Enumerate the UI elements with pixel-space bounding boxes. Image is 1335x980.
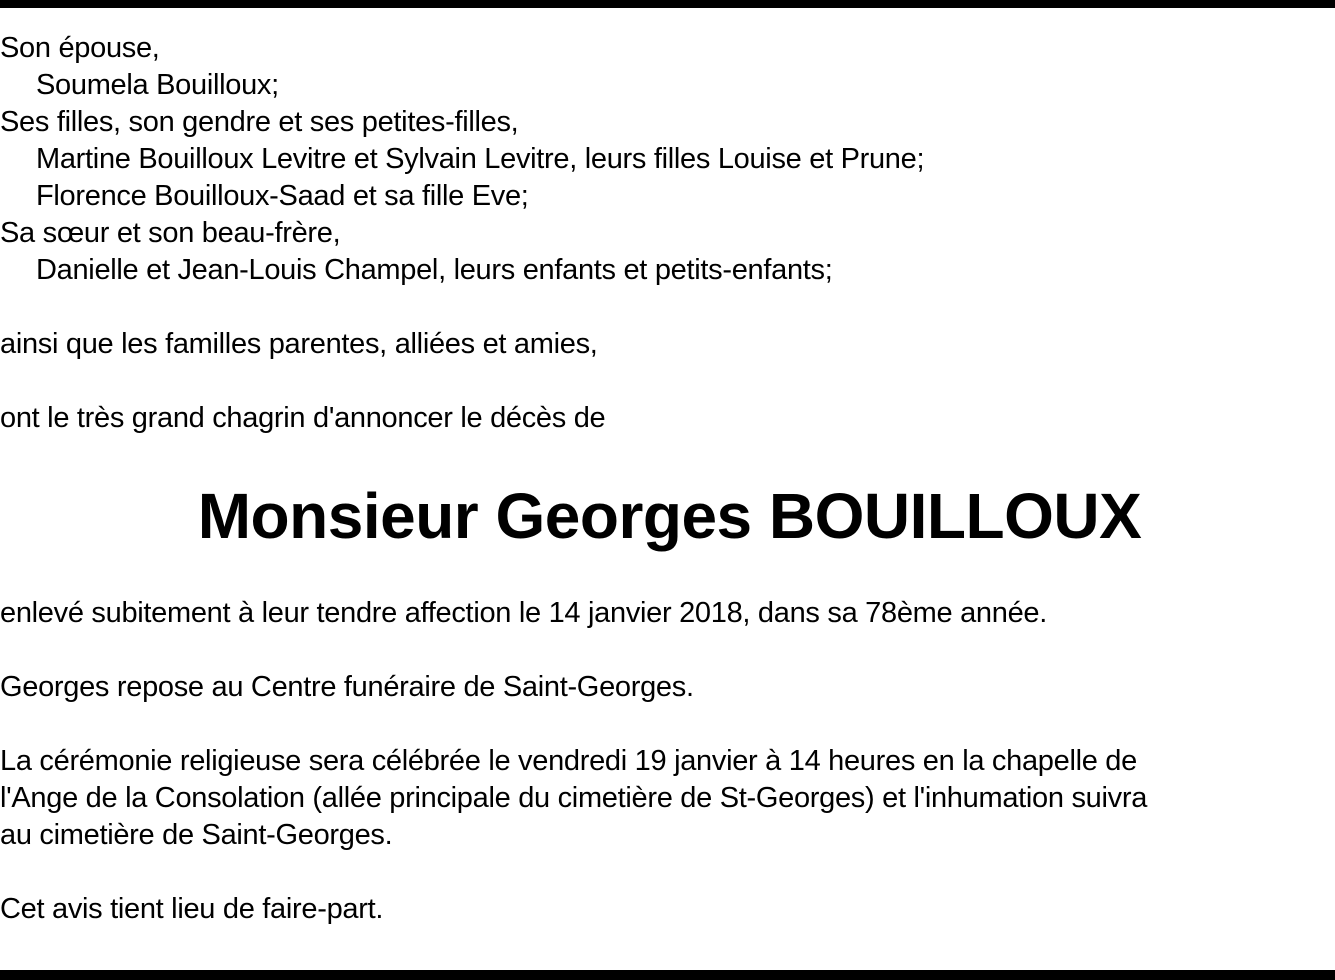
family-role-spouse: Son épouse,: [0, 32, 160, 64]
spacer: [0, 632, 1335, 669]
family-member: Florence Bouilloux-Saad et sa fille Eve;: [36, 180, 529, 212]
deceased-name: Monsieur Georges BOUILLOUX: [197, 480, 1142, 552]
relatives-text: ainsi que les familles parentes, alliées et amies,: [0, 328, 598, 360]
ceremony-text-line: l'Ange de la Consolation (allée principale du cimetière de St-Georges) et l'inhumation suivra: [0, 782, 1148, 814]
family-role-daughters: Ses filles, son gendre et ses petites-filles,: [0, 106, 519, 138]
rest-place-text: Georges repose au Centre funéraire de Saint-Georges.: [0, 671, 694, 703]
spacer: [0, 854, 1335, 891]
top-rule: [0, 0, 1335, 8]
announcement-text: ont le très grand chagrin d'annoncer le décès de: [0, 402, 606, 434]
death-info-text: enlevé subitement à leur tendre affection le 14 janvier 2018, dans sa 78ème année.: [0, 597, 1047, 629]
closing-text: Cet avis tient lieu de faire-part.: [0, 893, 384, 925]
bottom-rule: [0, 970, 1335, 980]
ceremony-text-line: au cimetière de Saint-Georges.: [0, 819, 393, 851]
obituary-notice: [0, 30, 1335, 928]
family-member: Martine Bouilloux Levitre et Sylvain Levitre, leurs filles Louise et Prune;: [36, 143, 925, 175]
ceremony-text-line: La cérémonie religieuse sera célébrée le vendredi 19 janvier à 14 heures en la chapelle de: [0, 745, 1137, 777]
family-member: Soumela Bouilloux;: [36, 69, 279, 101]
family-member: Danielle et Jean-Louis Champel, leurs enfants et petits-enfants;: [36, 254, 833, 286]
spacer: [0, 363, 1335, 400]
spacer: [0, 706, 1335, 743]
spacer: [0, 289, 1335, 326]
family-role-sister: Sa sœur et son beau-frère,: [0, 217, 341, 249]
